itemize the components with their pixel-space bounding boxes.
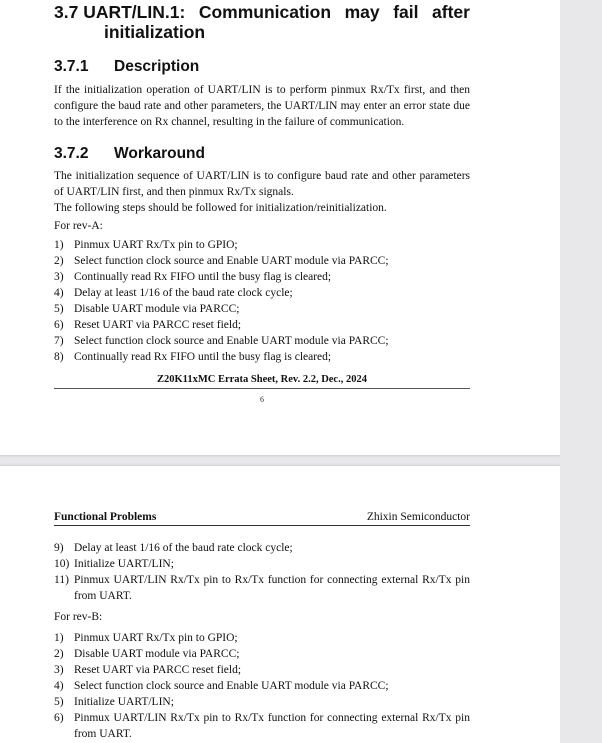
workaround-number: 3.7.2 xyxy=(54,145,89,162)
footer-divider xyxy=(54,388,470,389)
list-item: 2) Select function clock source and Enable UART module via PARCC; xyxy=(54,255,389,267)
page-header xyxy=(54,511,470,526)
header-section: Functional Problems xyxy=(54,511,157,523)
workaround-body xyxy=(54,168,470,365)
list-item: 5) Disable UART module via PARCC; xyxy=(54,303,240,315)
rev-b-steps xyxy=(54,630,470,742)
list-item: 2) Disable UART module via PARCC; xyxy=(54,648,240,660)
list-item: 5) Initialize UART/LIN; xyxy=(54,696,174,708)
list-item: 1) Pinmux UART Rx/Tx pin to GPIO; xyxy=(54,239,238,251)
list-item: 4) Delay at least 1/16 of the baud rate clock cycle; xyxy=(54,287,293,299)
workaround-title: Workaround xyxy=(114,145,205,162)
page-number: 6 xyxy=(260,395,264,404)
document-page-7 xyxy=(0,466,560,743)
workaround-text: The initialization sequence of UART/LIN is to configure baud rate and other parameters of UART/LIN first, and then pinmux Rx/Tx signals. xyxy=(54,170,470,198)
list-item: 8) Continually read Rx FIFO until the busy flag is cleared; xyxy=(54,351,332,363)
list-item: 10) Initialize UART/LIN; xyxy=(54,558,174,570)
section-title-word: fail xyxy=(393,2,419,22)
list-item: 3) Reset UART via PARCC reset field; xyxy=(54,664,242,676)
list-item: 9) Delay at least 1/16 of the baud rate clock cycle; xyxy=(54,542,293,554)
list-item: 11) Pinmux UART/LIN Rx/Tx pin to Rx/Tx function for connecting external Rx/Tx pin from UART. xyxy=(54,574,470,602)
rev-a-steps-continued xyxy=(54,540,470,604)
steps-intro: The following steps should be followed for initialization/reinitialization. xyxy=(54,202,387,214)
page2-body xyxy=(54,540,470,742)
section-title-line2: initialization xyxy=(104,22,206,42)
list-item: 6) Reset UART via PARCC reset field; xyxy=(54,319,242,331)
list-item: 4) Select function clock source and Enable UART module via PARCC; xyxy=(54,680,389,692)
rev-a-label: For rev-A: xyxy=(54,220,103,232)
list-item: 1) Pinmux UART Rx/Tx pin to GPIO; xyxy=(54,632,238,644)
viewer-scrollbar-track[interactable] xyxy=(560,0,602,743)
rev-a-steps xyxy=(54,237,470,365)
description-heading xyxy=(54,58,470,76)
section-title-word: Communication xyxy=(198,2,332,22)
header-company: Zhixin Semiconductor xyxy=(366,511,470,523)
list-item: 6) Pinmux UART/LIN Rx/Tx pin to Rx/Tx function for connecting external Rx/Tx pin from UART. xyxy=(54,712,470,740)
section-title xyxy=(54,2,470,42)
description-text: If the initialization operation of UART/LIN is to perform pinmux Rx/Tx first, and then configure the baud rate and other parameters, the UART/LIN may enter an error state due to the interference on Rx channel, resulting in the failure of communication. xyxy=(54,84,470,128)
description-number: 3.7.1 xyxy=(54,58,89,75)
page-footer: Z20K11xMC Errata Sheet, Rev. 2.2, Dec., 2024 xyxy=(157,374,367,385)
section-title-word: after xyxy=(432,2,470,22)
section-title-word: may xyxy=(344,2,380,22)
workaround-heading xyxy=(54,145,470,163)
list-item: 3) Continually read Rx FIFO until the busy flag is cleared; xyxy=(54,271,332,283)
list-item: 7) Select function clock source and Enable UART module via PARCC; xyxy=(54,335,389,347)
description-title: Description xyxy=(114,58,200,75)
rev-b-label: For rev-B: xyxy=(54,611,103,623)
section-title-word: 3.7 UART/LIN.1: xyxy=(54,2,186,22)
